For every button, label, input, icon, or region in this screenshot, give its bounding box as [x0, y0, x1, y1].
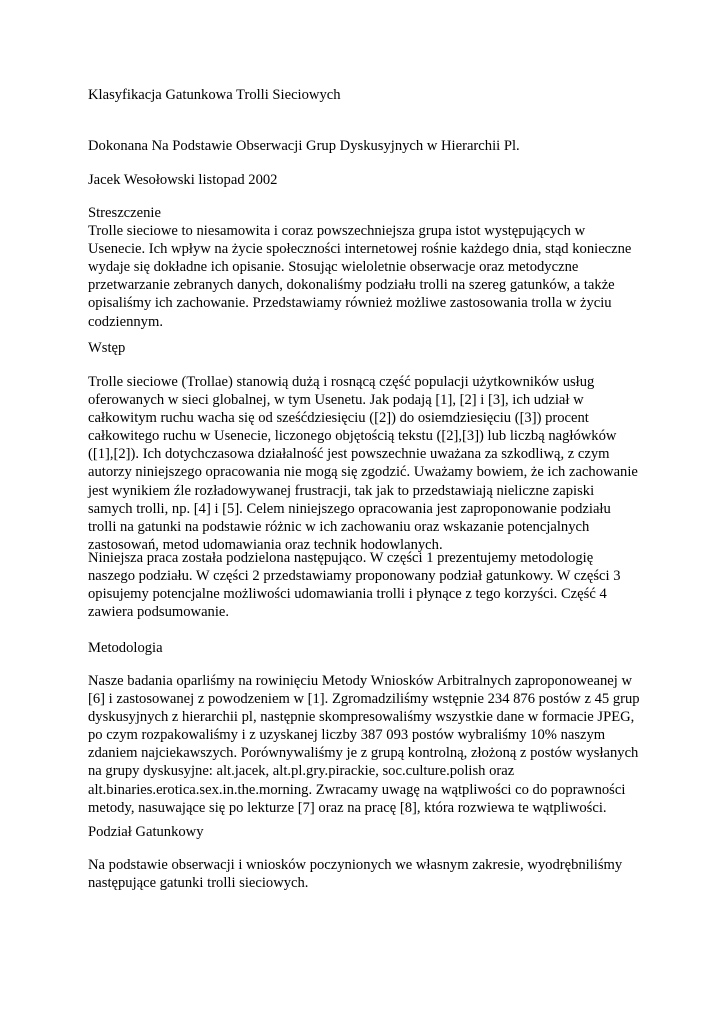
document-subtitle	[88, 137, 648, 155]
intro-heading: Wstęp	[88, 340, 126, 356]
intro-p1-line: oferowanych w sieci globalnej, w tym Usenetu. Jak podają [1], [2] i [3], ich udział w	[88, 392, 584, 409]
intro-p1-line: trolli na gatunki na podstawie różnic w ich zachowaniu oraz wskazanie potencjalnych	[88, 518, 590, 535]
methodology-heading: Metodologia	[88, 640, 163, 656]
methodology-line: alt.binaries.erotica.sex.in.the.morning. Zwracamy uwagę na wątpliwości co do poprawności	[88, 781, 626, 798]
intro-paragraph-1	[88, 373, 648, 554]
abstract-line: Usenecie. Ich wpływ na życie społeczności internetowej rośnie każdego dnia, stąd konieczne	[88, 241, 632, 258]
intro-heading-block	[88, 339, 648, 357]
abstract-heading: Streszczenie	[88, 205, 161, 221]
author-date-line	[88, 171, 648, 189]
subtitle-line: Dokonana Na Podstawie Obserwacji Grup Dyskusyjnych w Hierarchii Pl.	[88, 138, 520, 154]
methodology-line: metody, nasuwające się po lekturze [7] oraz na pracę [8], która rozwiewa te wątpliwości.	[88, 799, 607, 816]
intro-p1-line: Trolle sieciowe (Trollae) stanowią dużą i rosnącą część populacji użytkowników usług	[88, 374, 595, 390]
intro-p2-line: naszego podziału. W części 2 przedstawiamy proponowany podział gatunkowy. W części 3	[88, 568, 621, 585]
classification-heading-block	[88, 823, 648, 841]
intro-p1-line: zastosowań, metod udomawiania oraz technik hodowlanych.	[88, 536, 443, 553]
intro-p1-line: całkowitego ruchu w Usenecie, liczonego objętością tekstu ([2],[3]) lub liczbą nagłówków	[88, 428, 617, 445]
abstract-line: przetwarzanie zebranych danych, dokonaliśmy podziału trolli na szereg gatunków, a także	[88, 277, 615, 294]
abstract-line: Trolle sieciowe to niesamowita i coraz powszechniejsza grupa istot występujących w	[88, 223, 586, 240]
methodology-heading-block	[88, 639, 648, 657]
title-line: Klasyfikacja Gatunkowa Trolli Sieciowych	[88, 87, 341, 103]
intro-p1-line: ([1],[2]). Ich dotychczasowa działalność jest powszechnie uważana za szkodliwą, z czym	[88, 446, 610, 463]
classification-line: następujące gatunki trolli sieciowych.	[88, 875, 309, 892]
abstract-section	[88, 204, 648, 331]
document-title	[88, 86, 648, 104]
methodology-line: na grupy dyskusyjne: alt.jacek, alt.pl.gry.pirackie, soc.culture.polish oraz	[88, 763, 515, 780]
abstract-line: wydaje się dokładne ich opisanie. Stosując wieloletnie obserwacje oraz metodyczne	[88, 259, 579, 276]
methodology-line: [6] i zastosowanej z powodzeniem w [1]. Zgromadziliśmy wstępnie 234 876 postów z 45 grup	[88, 691, 640, 708]
abstract-line: codziennym.	[88, 313, 163, 330]
methodology-line: po czym rozpakowaliśmy i z uzyskanej liczby 387 093 postów wybraliśmy 10% naszym	[88, 727, 606, 744]
intro-p1-line: całkowitym ruchu wacha się od sześćdziesięciu ([2]) do osiemdziesięciu ([3]) procent	[88, 410, 589, 427]
intro-p1-line: samych trolli, np. [4] i [5]. Celem niniejszego opracowania jest zaproponowanie podziału	[88, 500, 611, 517]
classification-paragraph	[88, 856, 648, 892]
methodology-line: Nasze badania oparliśmy na rowinięciu Metody Wniosków Arbitralnych zaproponoweanej w	[88, 673, 633, 689]
intro-p1-line: jest wynikiem źle rozładowywanej frustracji, tak jak to przedstawiają nieliczne zapiski	[88, 482, 595, 499]
intro-p2-line: Niniejsza praca została podzielona następująco. W części 1 prezentujemy metodologię	[88, 550, 594, 566]
methodology-paragraph	[88, 672, 648, 817]
classification-line: Na podstawie obserwacji i wniosków poczynionych we własnym zakresie, wyodrębniliśmy	[88, 857, 623, 873]
intro-p2-line: opisujemy potencjalne możliwości udomawiania trolli i płynące z tego korzyści. Część 4	[88, 586, 607, 603]
classification-heading: Podział Gatunkowy	[88, 824, 204, 840]
author-line: Jacek Wesołowski listopad 2002	[88, 172, 278, 188]
intro-p2-line: zawiera podsumowanie.	[88, 604, 230, 621]
abstract-line: opisaliśmy ich zachowanie. Przedstawiamy również możliwe zastosowania trolla w życiu	[88, 295, 612, 312]
intro-paragraph-2	[88, 549, 648, 621]
methodology-line: zdaniem najciekawszych. Porównywaliśmy je z grupą kontrolną, złożoną z postów wysłanych	[88, 745, 639, 762]
intro-p1-line: autorzy niniejszego opracowania nie mogą się zgodzić. Uważamy bowiem, że ich zachowanie	[88, 464, 638, 481]
methodology-line: dyskusyjnych z hierarchii pl, następnie skompresowaliśmy wszystkie dane w formacie JPEG,	[88, 709, 635, 726]
